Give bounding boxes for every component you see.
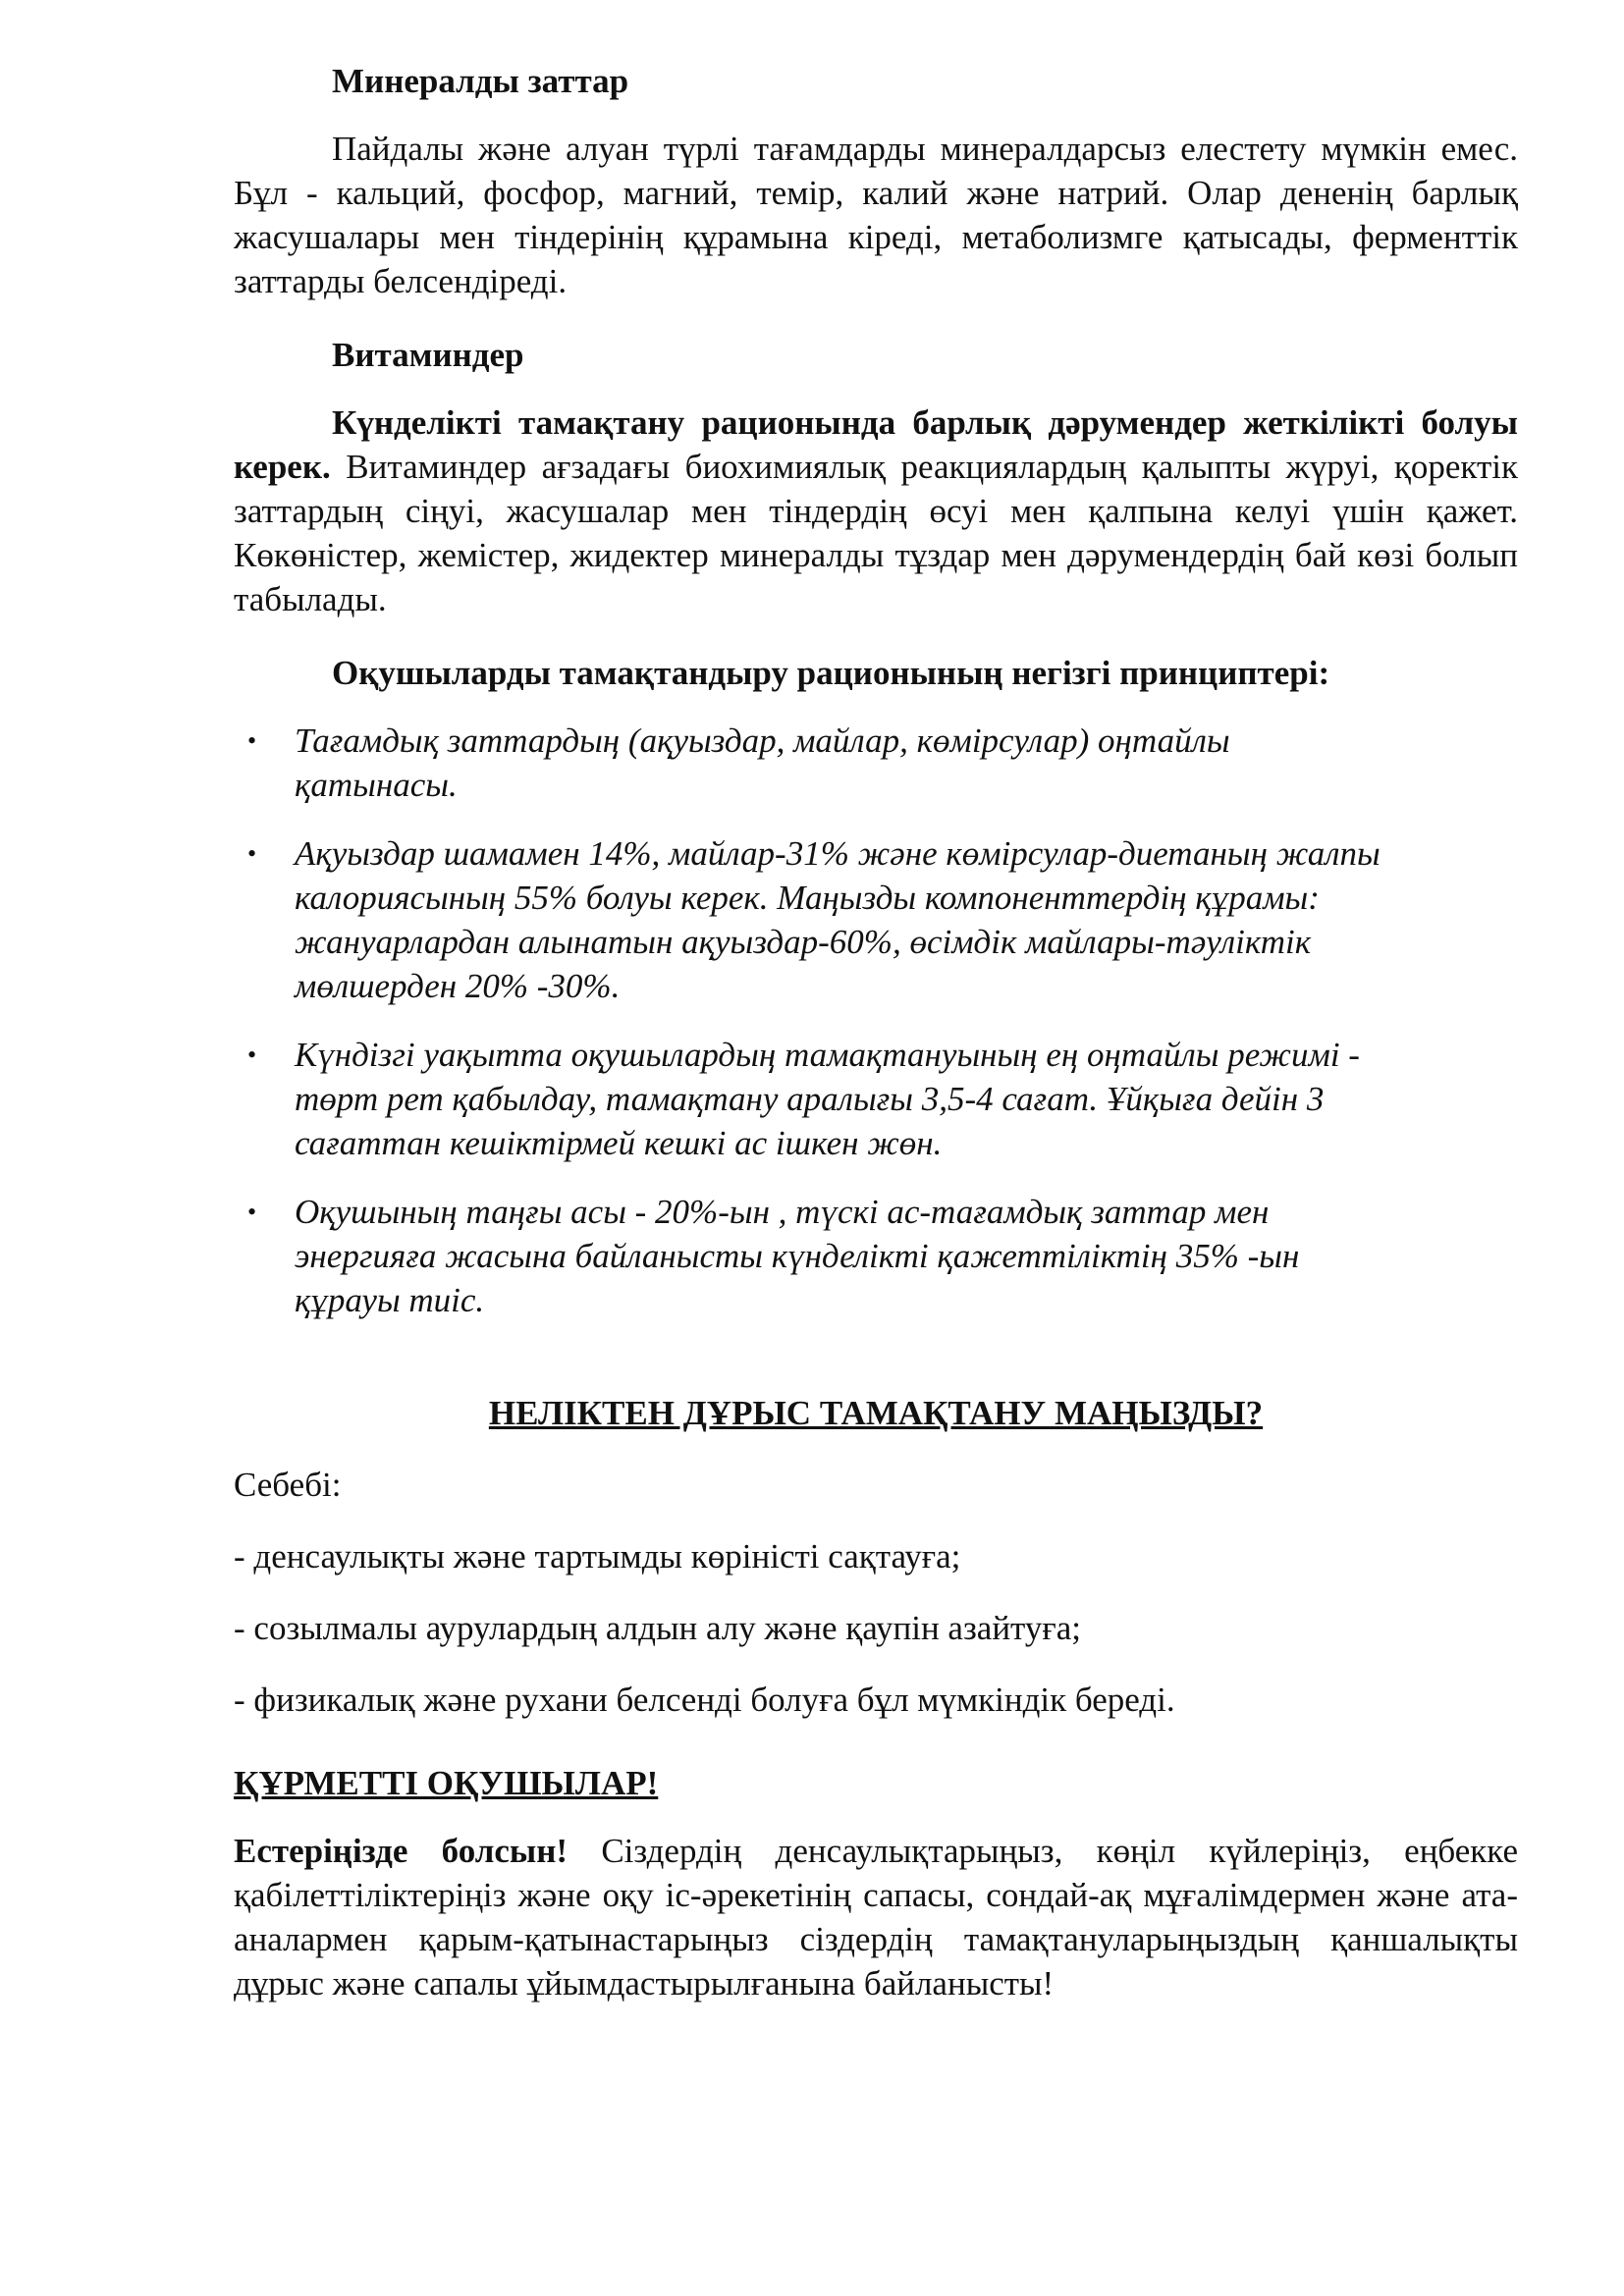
principles-list-item (234, 719, 1518, 807)
bullet-icon: • (247, 839, 257, 868)
students-bold-lead: Естеріңізде болсын! (234, 1832, 568, 1870)
importance-reason: - созылмалы аурулардың алдын алу және қаупін азайтуға; (234, 1609, 1082, 1647)
minerals-heading: Минералды заттар (332, 62, 629, 100)
vitamins-heading: Витаминдер (332, 336, 524, 374)
bullet-icon: • (247, 1198, 257, 1226)
principles-heading: Оқушыларды тамақтандыру рационының негізгі принциптері: (332, 654, 1330, 692)
students-text: Сіздердің денсаулықтарыңыз, көңіл күйлеріңіз, еңбекке қабілеттіліктеріңіз және оқу іс-әрекетінің сапасы, сондай-ақ мұғалімдермен және ата-аналармен қарым-қатынастарыңыз сіздердің тамақтануларыңыздың қаншалықты дұрыс және сапалы ұйымдастырылғанына байланысты! (234, 1832, 1518, 2002)
students-paragraph (234, 1829, 1518, 2005)
principle-text: Тағамдық заттардың (ақуыздар, майлар, көмірсулар) оңтайлы қатынасы. (295, 721, 1230, 804)
importance-reasons (234, 1463, 1518, 1722)
vitamins-bold-lead: Күнделікті тамақтану рационында барлық дәрумендер жеткілікті болуы керек. (234, 403, 1518, 486)
principles-list (234, 719, 1518, 1322)
importance-intro: Себебі: (234, 1466, 342, 1504)
principles-list-item (234, 831, 1518, 1008)
principle-text: Оқушының таңғы асы - 20%-ын , түскі ас-тағамдық заттар мен энергияға жасына байланысты күнделікті қажеттіліктің 35% -ын құрауы тиіс. (295, 1193, 1300, 1319)
importance-reason: - физикалық және рухани белсенді болуға бұл мүмкіндік береді. (234, 1681, 1175, 1719)
bullet-icon: • (247, 726, 257, 755)
principles-list-item (234, 1190, 1518, 1322)
vitamins-text: Витаминдер ағзадағы биохимиялық реакциялардың қалыпты жүруі, қоректік заттардың сіңуі, жасушалар мен тіндердің өсуі мен қалпына келуі үшін қажет. Көкөністер, жемістер, жидектер минералды тұздар мен дәрумендердің бай көзі болып табылады. (234, 448, 1518, 618)
principles-list-item (234, 1033, 1518, 1165)
importance-heading: НЕЛІКТЕН ДҰРЫС ТАМАҚТАНУ МАҢЫЗДЫ? (488, 1394, 1264, 1432)
principle-text: Ақуыздар шамамен 14%, майлар-31% және көмірсулар-диетаның жалпы калориясының 55% болуы керек. Маңызды компоненттердің құрамы: жануарлардан алынатын ақуыздар-60%, өсімдік майлары-тәуліктік мөлшерден 20% -30%. (295, 834, 1380, 1005)
students-heading: ҚҰРМЕТТІ ОҚУШЫЛАР! (234, 1764, 659, 1802)
document-content (234, 59, 1518, 2005)
principle-text: Күндізгі уақытта оқушылардың тамақтануының ең оңтайлы режимі - төрт рет қабылдау, тамақтану аралығы 3,5-4 сағат. Ұйқыға дейін 3 сағаттан кешіктірмей кешкі ас ішкен жөн. (295, 1036, 1360, 1162)
importance-reason: - денсаулықты және тартымды көріністі сақтауға; (234, 1537, 961, 1575)
vitamins-paragraph (234, 400, 1518, 621)
minerals-paragraph: Пайдалы және алуан түрлі тағамдарды минералдарсыз елестету мүмкін емес. Бұл - кальций, фосфор, магний, темір, калий және натрий. Олар дененің барлық жасушалары мен тіндерінің құрамына кіреді, метаболизмге қатысады, ферменттік заттарды белсендіреді. (234, 130, 1518, 300)
bullet-icon: • (247, 1041, 257, 1069)
